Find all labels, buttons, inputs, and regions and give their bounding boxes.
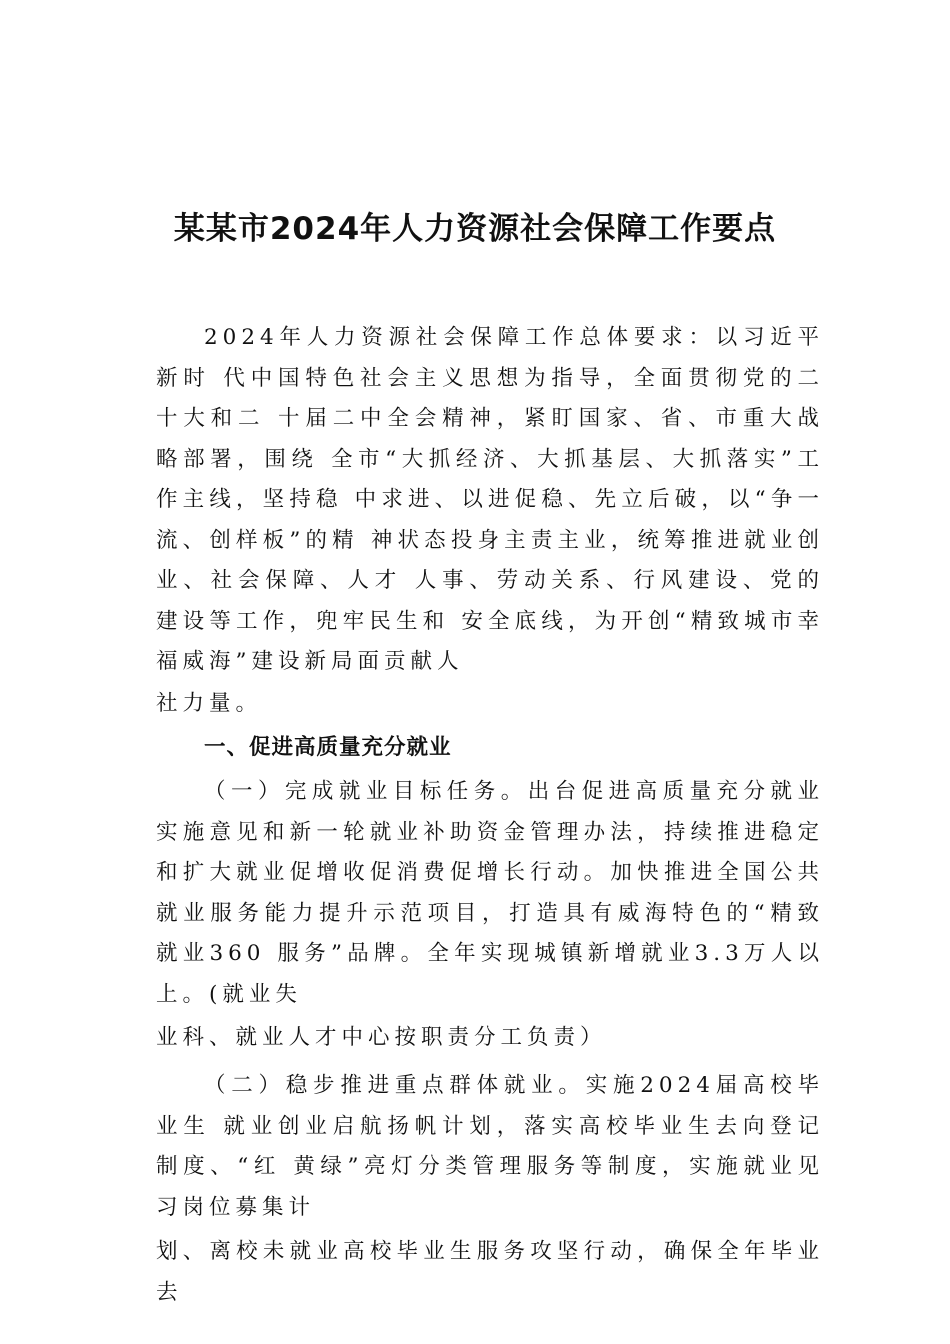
document-title: 某某市2024年人力资源社会保障工作要点 <box>173 210 777 247</box>
intro-paragraph: 2024年人力资源社会保障工作总体要求：以习近平新时 代中国特色社会主义思想为指导，全面贯彻党的二十大和二 十届二中全会精神，紧盯国家、省、市重大战略部署，围绕 全市“大抓经济、大抓基层、大抓落实”工作主线，坚持稳 中求进、以进促稳、先立后破，以“争一流、创样板”的精 神状态投身主责主业，统筹推进就业创业、社会保障、人才 人事、劳动关系、行风建设、党的建设等工作，兜牢民生和 安全底线，为开创“精致城市幸福威海”建设新局面贡献人 <box>156 325 824 674</box>
item-paragraph-2-continuation: 划、离校未就业高校毕业生服务攻坚行动，确保全年毕业去 <box>156 1239 824 1305</box>
intro-paragraph-continuation: 社力量。 <box>156 691 263 716</box>
item-paragraph-2: （二）稳步推进重点群体就业。实施2024届高校毕业生 就业创业启航扬帆计划，落实高校毕业生去向登记制度、“红 黄绿”亮灯分类管理服务等制度，实施就业见习岗位募集计 <box>156 1073 824 1220</box>
item-paragraph-1: （一）完成就业目标任务。出台促进高质量充分就业实施意见和新一轮就业补助资金管理办法，持续推进稳定和扩大就业促增收促消费促增长行动。加快推进全国公共就业服务能力提升示范项目，打造具有威海特色的“精致就业360 服务”品牌。全年实现城镇新增就业3.3万人以上。(就业失 <box>156 779 824 1007</box>
item-paragraph-1-continuation: 业科、就业人才中心按职责分工负责） <box>156 1025 607 1050</box>
section-heading-1: 一、促进高质量充分就业 <box>204 735 452 760</box>
